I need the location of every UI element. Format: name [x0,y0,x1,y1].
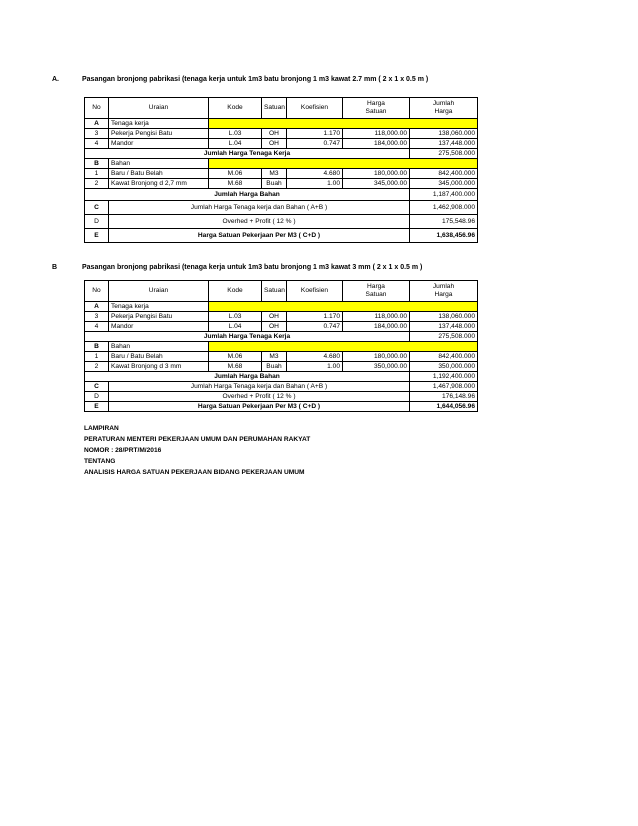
footer-line-analisis: ANALISIS HARGA SATUAN PEKERJAAN BIDANG PEKERJAAN UMUM [84,469,305,476]
row-c-value: 1,467,908.000 [410,382,478,392]
cell-harga: 345,000.00 [343,179,410,189]
table-row [85,169,478,179]
row-c-label: Jumlah Harga Tenaga kerja dan Bahan ( A+B ) [109,201,410,215]
cell-uraian: Kawat Bronjong d 3 mm [109,362,209,372]
group-row-b [85,159,478,169]
group-name: Tenaga kerja [109,119,209,129]
cell-jumlah: 138,060.000 [410,312,478,322]
header-uraian: Uraian [109,281,209,302]
header-kode: Kode [209,281,262,302]
cell-harga: 350,000.00 [343,362,410,372]
material-total-row [85,372,478,382]
row-d-value: 175,548.96 [410,215,478,229]
group-row-a [85,119,478,129]
row-c-code: C [85,382,109,392]
footer-line-nomor: NOMOR : 28/PRT/M/2016 [84,447,162,454]
table-row [85,322,478,332]
group-code: A [85,302,109,312]
cell-harga: 180,000.00 [343,352,410,362]
group-code: B [85,159,109,169]
cell-koef: 4.680 [287,169,343,179]
labor-total-label: Jumlah Harga Tenaga Kerja [85,149,410,159]
cell-harga: 118,000.00 [343,129,410,139]
header-koefisien: Koefisien [287,281,343,302]
row-e-value: 1,644,056.96 [410,402,478,412]
cell-jumlah: 138,060.000 [410,129,478,139]
table-row [85,179,478,189]
cell-jumlah: 137,448.000 [410,322,478,332]
cell-koef: 4.680 [287,352,343,362]
row-e [85,229,478,243]
row-e-code: E [85,229,109,243]
section-b-table [84,280,478,412]
cell-satuan: OH [262,322,287,332]
row-d-code: D [85,215,109,229]
material-total-value: 1,187,400.000 [410,189,478,201]
cell-jumlah: 137,448.000 [410,139,478,149]
cell-kode: L.03 [209,312,262,322]
row-e-code: E [85,402,109,412]
header-no: No [85,281,109,302]
header-jumlah-line1: Jumlah [432,283,455,290]
header-harga-line1: Harga [367,283,385,290]
cell-uraian: Pekerja Pengisi Batu [109,312,209,322]
header-jumlah-harga [410,281,478,302]
header-harga-line1: Harga [367,100,385,107]
row-d-label: Overhed + Profit ( 12 % ) [109,215,410,229]
cell-uraian: Baru / Batu Belah [109,352,209,362]
header-harga-satuan [343,98,410,119]
cell-no: 4 [85,322,109,332]
group-code: B [85,342,109,352]
cell-kode: L.04 [209,322,262,332]
labor-total-row [85,332,478,342]
labor-total-value: 275,508.000 [410,149,478,159]
group-code: A [85,119,109,129]
header-jumlah-harga [410,98,478,119]
row-e-label: Harga Satuan Pekerjaan Per M3 ( C+D ) [109,229,410,243]
header-uraian: Uraian [109,98,209,119]
cell-no: 1 [85,352,109,362]
cell-satuan: Buah [262,362,287,372]
cell-satuan: OH [262,139,287,149]
cell-harga: 118,000.00 [343,312,410,322]
header-jumlah-line1: Jumlah [432,100,455,107]
row-c [85,201,478,215]
section-b-title-text: Pasangan bronjong pabrikasi (tenaga kerja untuk 1m3 batu bronjong 1 m3 kawat 3 mm ( 2 x 1 x 0.5 m ) [82,264,423,271]
footer-line-peraturan: PERATURAN MENTERI PEKERJAAN UMUM DAN PERUMAHAN RAKYAT [84,436,311,443]
cell-koef: 0.747 [287,322,343,332]
header-no: No [85,98,109,119]
row-e [85,402,478,412]
section-b-title [52,264,422,271]
lampiran-footer [84,423,310,478]
cell-kode: M.68 [209,362,262,372]
group-row-a [85,302,478,312]
header-harga-line2: Satuan [365,291,387,298]
table-header [85,98,478,119]
cell-jumlah: 345,000.000 [410,179,478,189]
material-total-value: 1,192,400.000 [410,372,478,382]
highlight-cell [209,302,478,312]
cell-koef: 1.170 [287,129,343,139]
header-kode: Kode [209,98,262,119]
cell-koef: 1.00 [287,179,343,189]
cell-no: 2 [85,362,109,372]
section-a-title-text: Pasangan bronjong pabrikasi (tenaga kerja untuk 1m3 batu bronjong 1 m3 kawat 2.7 mm ( 2 x 1 x 0.5 m ) [82,76,429,83]
cell-satuan: OH [262,312,287,322]
cell-kode: M.68 [209,179,262,189]
row-d-value: 176,148.96 [410,392,478,402]
highlight-cell [209,342,478,352]
section-a-title [52,76,428,83]
group-name: Tenaga kerja [109,302,209,312]
header-satuan: Satuan [262,281,287,302]
section-b-label: B [52,264,58,271]
row-c-value: 1,462,908.000 [410,201,478,215]
cell-jumlah: 350,000.000 [410,362,478,372]
cell-harga: 180,000.00 [343,169,410,179]
group-row-b [85,342,478,352]
cell-uraian: Mandor [109,322,209,332]
group-name: Bahan [109,342,209,352]
header-satuan: Satuan [262,98,287,119]
cell-uraian: Pekerja Pengisi Batu [109,129,209,139]
cell-harga: 184,000.00 [343,322,410,332]
cell-satuan: M3 [262,169,287,179]
header-koefisien: Koefisien [287,98,343,119]
cell-kode: L.03 [209,129,262,139]
cell-harga: 184,000.00 [343,139,410,149]
cell-koef: 0.747 [287,139,343,149]
table-row [85,139,478,149]
header-harga-satuan [343,281,410,302]
table-row [85,129,478,139]
header-jumlah-line2: Harga [434,291,453,298]
cell-koef: 1.00 [287,362,343,372]
labor-total-value: 275,508.000 [410,332,478,342]
cell-kode: M.06 [209,352,262,362]
cell-kode: L.04 [209,139,262,149]
row-d-label: Overhed + Profit ( 12 % ) [109,392,410,402]
labor-total-row [85,149,478,159]
cell-satuan: M3 [262,352,287,362]
cell-satuan: Buah [262,179,287,189]
section-a-label: A. [52,76,59,83]
row-c-label: Jumlah Harga Tenaga kerja dan Bahan ( A+B ) [109,382,410,392]
row-c [85,382,478,392]
cell-jumlah: 842,400.000 [410,352,478,362]
cell-no: 3 [85,312,109,322]
highlight-cell [209,159,478,169]
table-row [85,352,478,362]
material-total-label: Jumlah Harga Bahan [85,189,410,201]
header-harga-line2: Satuan [365,108,387,115]
cell-satuan: OH [262,129,287,139]
row-d [85,215,478,229]
highlight-cell [209,119,478,129]
cell-no: 2 [85,179,109,189]
row-c-code: C [85,201,109,215]
labor-total-label: Jumlah Harga Tenaga Kerja [85,332,410,342]
group-name: Bahan [109,159,209,169]
header-jumlah-line2: Harga [434,108,453,115]
cell-no: 3 [85,129,109,139]
table-header [85,281,478,302]
table-row [85,312,478,322]
footer-line-lampiran: LAMPIRAN [84,425,119,432]
cell-koef: 1.170 [287,312,343,322]
table-row [85,362,478,372]
row-e-value: 1,638,456.96 [410,229,478,243]
row-e-label: Harga Satuan Pekerjaan Per M3 ( C+D ) [109,402,410,412]
cell-kode: M.06 [209,169,262,179]
cell-uraian: Baru / Batu Belah [109,169,209,179]
section-a-table [84,97,478,243]
cell-jumlah: 842,400.000 [410,169,478,179]
cell-uraian: Mandor [109,139,209,149]
row-d [85,392,478,402]
material-total-label: Jumlah Harga Bahan [85,372,410,382]
cell-no: 4 [85,139,109,149]
cell-uraian: Kawat Bronjong d 2,7 mm [109,179,209,189]
footer-line-tentang: TENTANG [84,458,116,465]
cell-no: 1 [85,169,109,179]
row-d-code: D [85,392,109,402]
material-total-row [85,189,478,201]
